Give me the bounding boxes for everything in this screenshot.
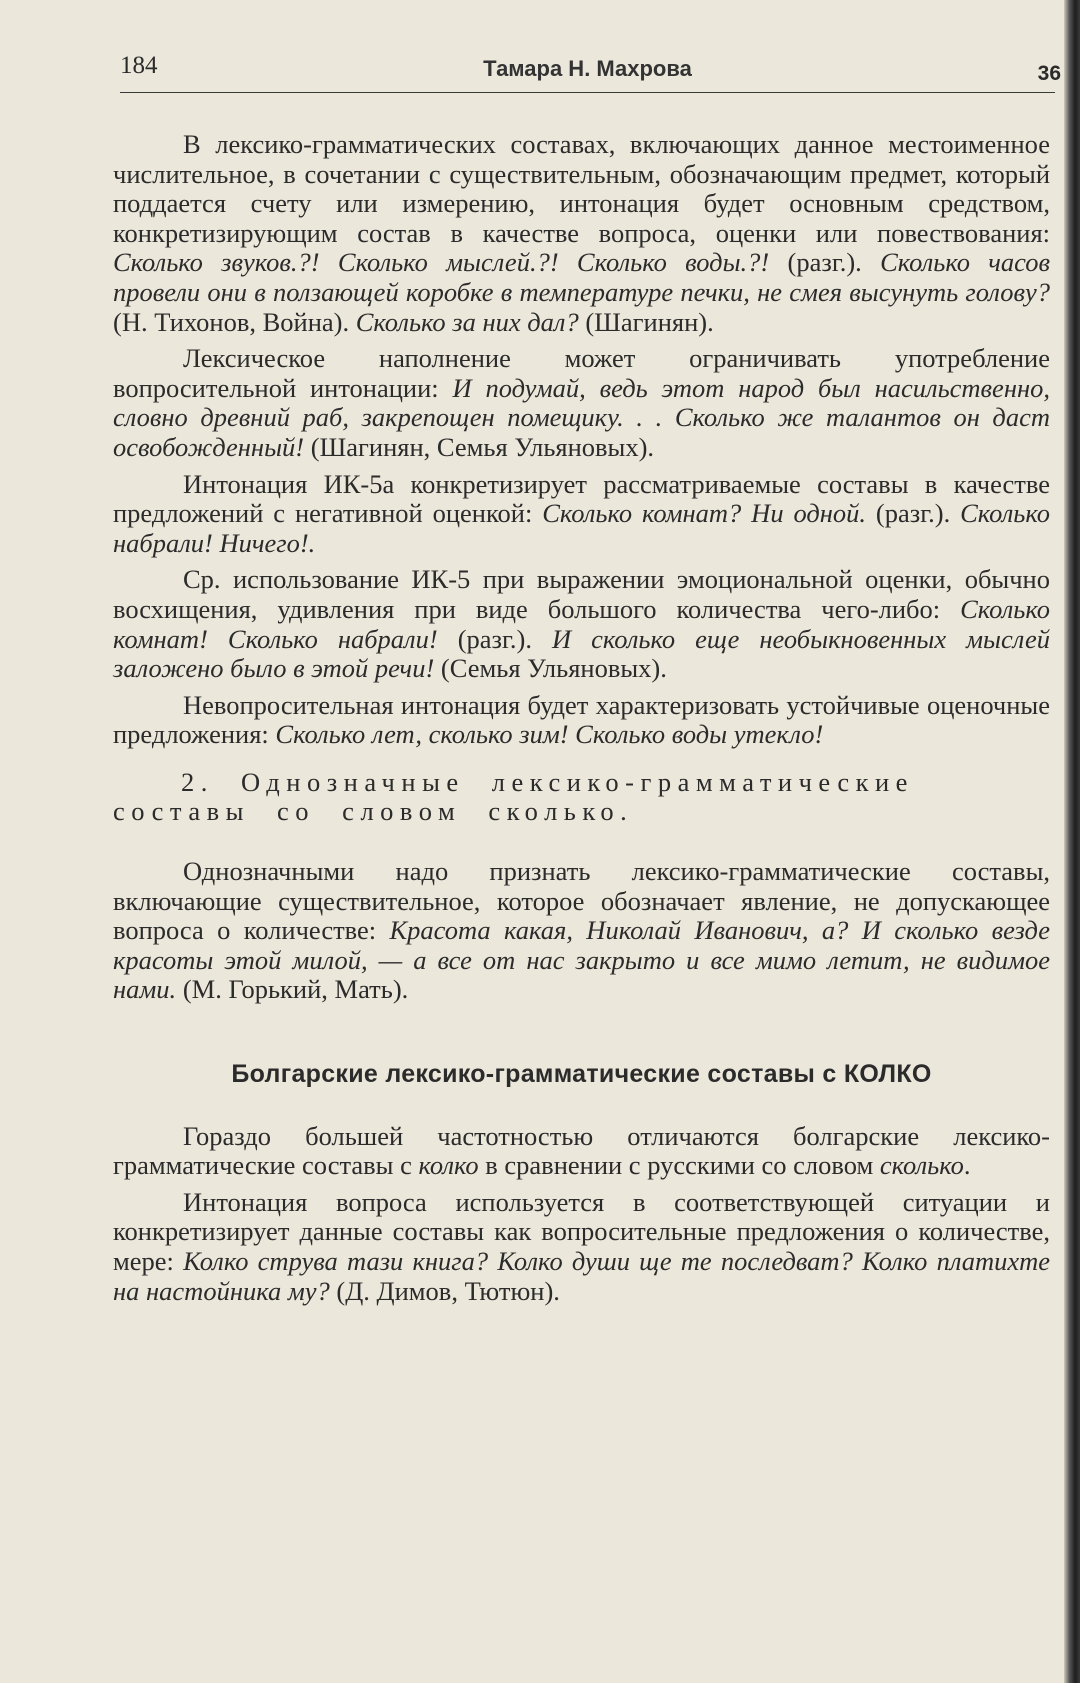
p7-example-1: колко: [418, 1150, 479, 1181]
page-number: 184: [120, 52, 158, 79]
paragraph-2: [113, 344, 1050, 462]
p3-example-2: Сколько набрали! Ничего!.: [113, 498, 1050, 558]
p7-example-2: сколько: [879, 1150, 964, 1181]
paragraph-6: [113, 857, 1050, 1005]
p4-example-1: Сколько комнат! Сколько набрали!: [113, 593, 1050, 654]
p5-text-1: Невопросительная интонация будет характеризовать устойчивые оценочные предложения:: [113, 689, 1050, 750]
p1-text-4: (Шагинян).: [578, 306, 714, 337]
p7-text-2: в сравнении с русскими со словом: [478, 1150, 880, 1181]
p4-text-1: Ср. использование ИК-5 при выражении эмоциональной оценки, обычно восхищения, удивления при виде большого количества чего-либо:: [113, 564, 1050, 624]
p1-example-3: Сколько за них дал?: [355, 306, 579, 337]
paragraph-3: [113, 470, 1050, 559]
p3-example-1: Сколько комнат? Ни одной.: [542, 498, 867, 529]
p8-text-2: (Д. Димов, Тютюн).: [329, 1275, 560, 1306]
bulgarian-heading: Болгарские лексико-грамматические составы с КОЛКО: [231, 1060, 932, 1089]
p2-text-1: Лексическое наполнение может ограничивать употребление вопросительной интонации:: [113, 343, 1050, 403]
paragraph-4: [113, 565, 1050, 683]
p7-text-1: Гораздо большей частотностью отличаются болгарские лексико-грамматические составы с: [113, 1120, 1050, 1181]
p1-text-2: (разг.).: [769, 247, 881, 278]
p3-text-1: Интонация ИК-5а конкретизирует рассматриваемые составы в качестве предложений с негативной оценкой:: [113, 468, 1050, 529]
p3-text-2: (разг.).: [866, 498, 961, 529]
p6-text-1: Однозначными надо признать лексико-грамматические составы, включающие существительное, которое обозначает явление, не допускающее вопроса о количестве:: [113, 856, 1050, 946]
p8-example-1: Колко струва тази книга? Колко души ще те последват? Колко платихте на настойника му?: [113, 1246, 1050, 1306]
p1-example-2: Сколько часов провели они в ползающей коробке в температуре печки, не смея высунуть голову?: [113, 247, 1050, 307]
p1-text-1: В лексико-грамматических составах, включающих данное местоименное числительное, в сочетании с существительным, обозначающим предмет, который поддается счету или измерению, интонация будет основным средством, конкретизирующим состав в качестве вопроса, оценки или повествования:: [113, 129, 1050, 248]
section-heading: 2. Однозначные лексико-грамматические составы со словом сколько.: [113, 766, 914, 827]
p4-example-2: И сколько еще необыкновенных мыслей заложено было в этой речи!: [113, 623, 1050, 684]
p6-example-1: Красота какая, Николай Иванович, а? И сколько везде красоты этой милой, — а все от нас закрыто и все мимо летит, не видимое нами.: [113, 915, 1050, 1005]
p1-example-1: Сколько звуков.?! Сколько мыслей.?! Сколько воды.?!: [113, 247, 770, 278]
book-spine-shadow: [1064, 0, 1080, 1683]
edge-mark: 36: [1037, 62, 1061, 85]
body-text: [113, 130, 1050, 1313]
paragraph-5: [113, 691, 1050, 750]
running-header: [120, 48, 1061, 93]
paragraph-1: [113, 130, 1050, 337]
paragraph-7: [113, 1122, 1050, 1181]
paragraph-8: [113, 1188, 1050, 1306]
p2-example-1: И подумай, ведь этот народ был насильственно, словно древний раб, закрепощен помещику. . . Сколько же талантов он даст освобожденный!: [113, 372, 1050, 462]
p4-text-2: (разг.).: [437, 623, 552, 654]
p2-text-2: (Шагинян, Семья Ульяновых).: [304, 431, 655, 462]
p8-text-1: Интонация вопроса используется в соответствующей ситуации и конкретизирует данные составы как вопросительные предложения о количестве, мере:: [113, 1186, 1050, 1276]
p7-text-3: .: [963, 1150, 971, 1181]
p1-text-3: (Н. Тихонов, Война).: [113, 306, 356, 337]
running-title: Тамара Н. Махрова: [483, 56, 692, 81]
p6-text-2: (М. Горький, Мать).: [176, 974, 409, 1005]
p5-example-1: Сколько лет, сколько зим! Сколько воды утекло!: [275, 719, 824, 750]
p4-text-3: (Семья Ульяновых).: [434, 653, 667, 684]
